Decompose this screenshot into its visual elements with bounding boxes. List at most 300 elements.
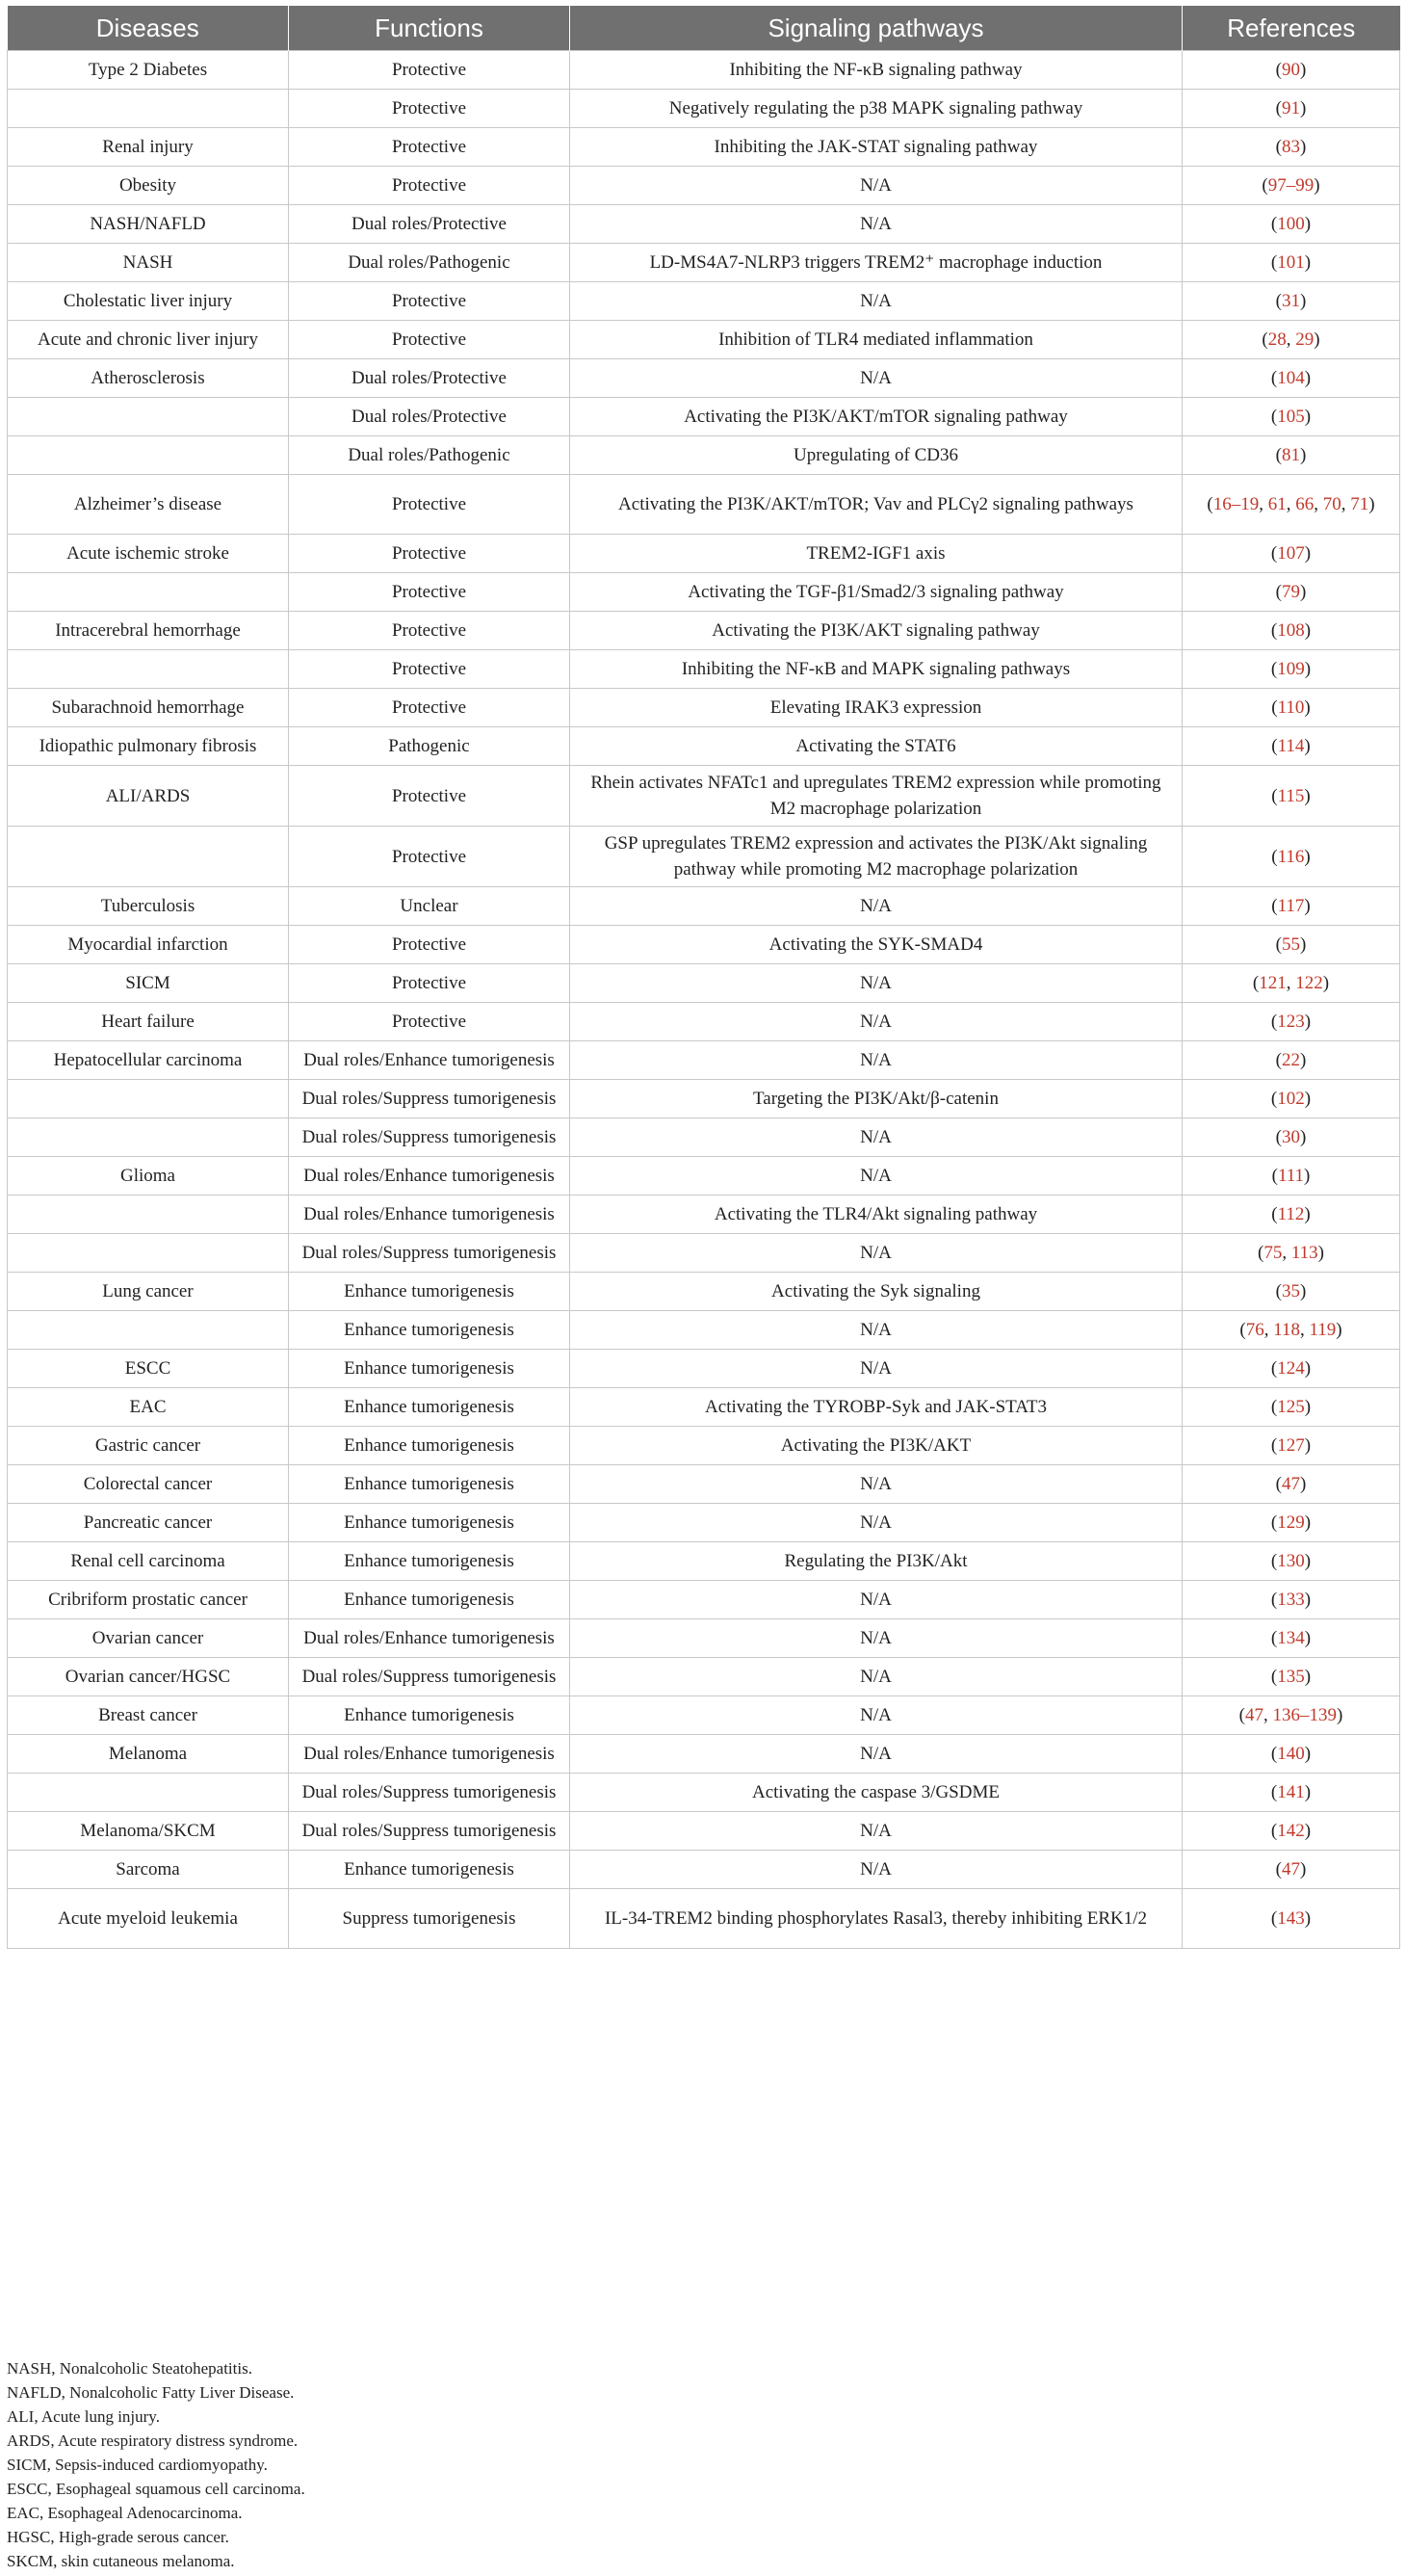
footnote-line: HGSC, High-grade serous cancer. <box>7 2528 229 2546</box>
cell-references: (135) <box>1183 1658 1400 1696</box>
table-row <box>8 1889 1400 1949</box>
table-row <box>8 244 1400 282</box>
cell-disease <box>8 436 289 475</box>
header-functions: Functions <box>289 6 570 51</box>
reference-link[interactable]: 101 <box>1277 252 1305 273</box>
cell-function: Dual roles/Pathogenic <box>289 244 570 282</box>
cell-references: (105) <box>1183 398 1400 436</box>
cell-pathway: N/A <box>570 282 1183 321</box>
cell-pathway: Upregulating of CD36 <box>570 436 1183 475</box>
reference-link[interactable]: 118 <box>1273 1320 1300 1340</box>
cell-disease: NASH <box>8 244 289 282</box>
table-row <box>8 1427 1400 1465</box>
cell-function: Enhance tumorigenesis <box>289 1465 570 1504</box>
reference-link[interactable]: 47 <box>1282 1474 1300 1494</box>
cell-pathway: Activating the TGF-β1/Smad2/3 signaling pathway <box>570 573 1183 612</box>
cell-references: (115) <box>1183 766 1400 827</box>
table-row <box>8 51 1400 90</box>
cell-function: Protective <box>289 90 570 128</box>
cell-references: (91) <box>1183 90 1400 128</box>
cell-disease: Melanoma <box>8 1735 289 1774</box>
reference-link[interactable]: 127 <box>1277 1435 1305 1456</box>
cell-function: Protective <box>289 167 570 205</box>
reference-link[interactable]: 55 <box>1282 934 1300 955</box>
cell-disease: Lung cancer <box>8 1273 289 1311</box>
cell-pathway: N/A <box>570 1118 1183 1157</box>
cell-references: (79) <box>1183 573 1400 612</box>
table-row <box>8 1542 1400 1581</box>
cell-pathway: N/A <box>570 1812 1183 1851</box>
table-row <box>8 1388 1400 1427</box>
table-row <box>8 926 1400 964</box>
table-row <box>8 1504 1400 1542</box>
reference-link[interactable]: 35 <box>1282 1281 1300 1301</box>
cell-function: Dual roles/Enhance tumorigenesis <box>289 1619 570 1658</box>
cell-pathway: N/A <box>570 1234 1183 1273</box>
reference-link[interactable]: 47 <box>1282 1859 1300 1879</box>
table-row <box>8 282 1400 321</box>
table-row <box>8 827 1400 887</box>
cell-pathway: N/A <box>570 1581 1183 1619</box>
cell-references: (100) <box>1183 205 1400 244</box>
cell-function: Enhance tumorigenesis <box>289 1542 570 1581</box>
reference-link[interactable]: 107 <box>1277 543 1305 564</box>
cell-pathway: Inhibiting the JAK-STAT signaling pathway <box>570 128 1183 167</box>
cell-function: Dual roles/Enhance tumorigenesis <box>289 1041 570 1080</box>
cell-references: (140) <box>1183 1735 1400 1774</box>
reference-link[interactable]: 124 <box>1277 1358 1305 1379</box>
cell-disease <box>8 1234 289 1273</box>
cell-function: Protective <box>289 650 570 689</box>
table-row <box>8 1273 1400 1311</box>
cell-pathway: N/A <box>570 964 1183 1003</box>
footnote-line: ALI, Acute lung injury. <box>7 2407 160 2426</box>
cell-disease: Idiopathic pulmonary fibrosis <box>8 727 289 766</box>
footnote-line: ARDS, Acute respiratory distress syndrome. <box>7 2431 299 2450</box>
table-row <box>8 436 1400 475</box>
table-row <box>8 1619 1400 1658</box>
cell-references: (55) <box>1183 926 1400 964</box>
reference-link[interactable]: 28 <box>1267 329 1287 350</box>
cell-disease: Heart failure <box>8 1003 289 1041</box>
reference-link[interactable]: 104 <box>1277 368 1305 388</box>
cell-disease <box>8 1196 289 1234</box>
reference-link[interactable]: 108 <box>1277 620 1305 641</box>
cell-function: Dual roles/Protective <box>289 398 570 436</box>
reference-link[interactable]: 125 <box>1277 1397 1305 1417</box>
cell-pathway: N/A <box>570 1735 1183 1774</box>
cell-disease: Cholestatic liver injury <box>8 282 289 321</box>
cell-disease <box>8 827 289 887</box>
cell-references: (127) <box>1183 1427 1400 1465</box>
cell-function: Protective <box>289 689 570 727</box>
cell-references: (142) <box>1183 1812 1400 1851</box>
footnote-line: NAFLD, Nonalcoholic Fatty Liver Disease. <box>7 2383 295 2402</box>
cell-references: (16–19, 61, 66, 70, 71) <box>1183 475 1400 535</box>
table-row <box>8 1696 1400 1735</box>
table-footnotes <box>7 2356 305 2573</box>
table-row <box>8 1234 1400 1273</box>
reference-link[interactable]: 91 <box>1282 98 1300 118</box>
reference-link[interactable]: 134 <box>1277 1628 1305 1648</box>
cell-disease <box>8 1774 289 1812</box>
cell-function: Dual roles/Protective <box>289 205 570 244</box>
cell-pathway: LD-MS4A7-NLRP3 triggers TREM2⁺ macrophage induction <box>570 244 1183 282</box>
cell-references: (130) <box>1183 1542 1400 1581</box>
cell-pathway: N/A <box>570 887 1183 926</box>
cell-disease: Pancreatic cancer <box>8 1504 289 1542</box>
reference-link[interactable]: 113 <box>1290 1243 1318 1263</box>
diseases-table <box>7 6 1400 1949</box>
cell-pathway: Activating the PI3K/AKT signaling pathway <box>570 612 1183 650</box>
footnote-line: SKCM, skin cutaneous melanoma. <box>7 2552 235 2570</box>
cell-function: Pathogenic <box>289 727 570 766</box>
table-row <box>8 90 1400 128</box>
reference-link[interactable]: 143 <box>1277 1908 1305 1929</box>
cell-references: (141) <box>1183 1774 1400 1812</box>
table-row <box>8 766 1400 827</box>
table-row <box>8 1735 1400 1774</box>
table-row <box>8 398 1400 436</box>
table-row <box>8 1774 1400 1812</box>
cell-disease: Acute myeloid leukemia <box>8 1889 289 1949</box>
cell-function: Unclear <box>289 887 570 926</box>
cell-references: (28, 29) <box>1183 321 1400 359</box>
cell-function: Dual roles/Suppress tumorigenesis <box>289 1658 570 1696</box>
cell-function: Protective <box>289 321 570 359</box>
cell-disease: ALI/ARDS <box>8 766 289 827</box>
cell-references: (116) <box>1183 827 1400 887</box>
reference-link[interactable]: 81 <box>1282 445 1300 465</box>
cell-function: Dual roles/Suppress tumorigenesis <box>289 1234 570 1273</box>
cell-function: Protective <box>289 964 570 1003</box>
table-row <box>8 1311 1400 1350</box>
cell-function: Protective <box>289 51 570 90</box>
cell-disease: Cribriform prostatic cancer <box>8 1581 289 1619</box>
reference-link[interactable]: 117 <box>1277 896 1305 916</box>
reference-link[interactable]: 121 <box>1259 973 1287 993</box>
cell-pathway: Activating the STAT6 <box>570 727 1183 766</box>
cell-pathway: N/A <box>570 1157 1183 1196</box>
reference-link[interactable]: 83 <box>1282 137 1300 157</box>
reference-link[interactable]: 111 <box>1277 1166 1305 1186</box>
cell-disease: Hepatocellular carcinoma <box>8 1041 289 1080</box>
cell-disease: Subarachnoid hemorrhage <box>8 689 289 727</box>
cell-function: Dual roles/Suppress tumorigenesis <box>289 1774 570 1812</box>
table-row <box>8 205 1400 244</box>
cell-disease: EAC <box>8 1388 289 1427</box>
reference-link[interactable]: 29 <box>1295 329 1315 350</box>
table-row <box>8 1003 1400 1041</box>
cell-pathway: N/A <box>570 359 1183 398</box>
cell-disease: Obesity <box>8 167 289 205</box>
footnote-line: EAC, Esophageal Adenocarcinoma. <box>7 2504 243 2522</box>
reference-link[interactable]: 66 <box>1295 494 1315 514</box>
cell-pathway: Negatively regulating the p38 MAPK signaling pathway <box>570 90 1183 128</box>
cell-pathway: N/A <box>570 1504 1183 1542</box>
cell-references: (107) <box>1183 535 1400 573</box>
cell-function: Protective <box>289 926 570 964</box>
cell-disease <box>8 573 289 612</box>
cell-function: Protective <box>289 282 570 321</box>
table-container <box>7 6 1399 1949</box>
table-row <box>8 475 1400 535</box>
cell-disease: Renal injury <box>8 128 289 167</box>
cell-disease: Melanoma/SKCM <box>8 1812 289 1851</box>
cell-disease <box>8 1080 289 1118</box>
header-signaling-pathways: Signaling pathways <box>570 6 1183 51</box>
cell-function: Dual roles/Suppress tumorigenesis <box>289 1812 570 1851</box>
reference-link[interactable]: 141 <box>1277 1782 1305 1802</box>
cell-pathway: N/A <box>570 1619 1183 1658</box>
reference-link[interactable]: 130 <box>1277 1551 1305 1571</box>
cell-disease: Ovarian cancer <box>8 1619 289 1658</box>
cell-pathway: N/A <box>570 1350 1183 1388</box>
cell-references: (47) <box>1183 1465 1400 1504</box>
reference-link[interactable]: 109 <box>1277 659 1305 679</box>
reference-link[interactable]: 61 <box>1267 494 1287 514</box>
reference-link[interactable]: 133 <box>1277 1590 1305 1610</box>
cell-references: (31) <box>1183 282 1400 321</box>
reference-link[interactable]: 123 <box>1277 1012 1305 1032</box>
cell-disease: Gastric cancer <box>8 1427 289 1465</box>
reference-link[interactable]: 90 <box>1282 60 1300 80</box>
cell-disease <box>8 398 289 436</box>
cell-references: (81) <box>1183 436 1400 475</box>
table-row <box>8 1196 1400 1234</box>
reference-link[interactable]: 102 <box>1277 1089 1305 1109</box>
cell-pathway: Targeting the PI3K/Akt/β-catenin <box>570 1080 1183 1118</box>
cell-function: Dual roles/Enhance tumorigenesis <box>289 1157 570 1196</box>
reference-link[interactable]: 135 <box>1277 1667 1305 1687</box>
reference-link[interactable]: 140 <box>1277 1744 1305 1764</box>
cell-disease <box>8 650 289 689</box>
cell-disease: Colorectal cancer <box>8 1465 289 1504</box>
cell-pathway: Activating the PI3K/AKT <box>570 1427 1183 1465</box>
cell-function: Protective <box>289 573 570 612</box>
cell-function: Enhance tumorigenesis <box>289 1350 570 1388</box>
reference-link[interactable]: 114 <box>1277 736 1305 756</box>
cell-references: (117) <box>1183 887 1400 926</box>
cell-references: (83) <box>1183 128 1400 167</box>
cell-pathway: N/A <box>570 205 1183 244</box>
reference-link[interactable]: 76 <box>1245 1320 1264 1340</box>
reference-link[interactable]: 116 <box>1277 846 1305 867</box>
header-references: References <box>1183 6 1400 51</box>
table-row <box>8 887 1400 926</box>
cell-function: Dual roles/Enhance tumorigenesis <box>289 1196 570 1234</box>
cell-function: Protective <box>289 827 570 887</box>
cell-pathway: N/A <box>570 1041 1183 1080</box>
cell-disease: Type 2 Diabetes <box>8 51 289 90</box>
cell-references: (97–99) <box>1183 167 1400 205</box>
cell-function: Dual roles/Enhance tumorigenesis <box>289 1735 570 1774</box>
cell-pathway: Activating the Syk signaling <box>570 1273 1183 1311</box>
cell-pathway: TREM2-IGF1 axis <box>570 535 1183 573</box>
cell-pathway: Activating the caspase 3/GSDME <box>570 1774 1183 1812</box>
cell-references: (110) <box>1183 689 1400 727</box>
cell-disease: ESCC <box>8 1350 289 1388</box>
reference-link[interactable]: 129 <box>1277 1512 1305 1533</box>
cell-references: (134) <box>1183 1619 1400 1658</box>
cell-pathway: Activating the TYROBP-Syk and JAK-STAT3 <box>570 1388 1183 1427</box>
table-row <box>8 727 1400 766</box>
cell-disease: NASH/NAFLD <box>8 205 289 244</box>
cell-disease: Sarcoma <box>8 1851 289 1889</box>
table-row <box>8 573 1400 612</box>
table-row <box>8 1041 1400 1080</box>
reference-link[interactable]: 105 <box>1277 407 1305 427</box>
table-row <box>8 321 1400 359</box>
cell-pathway: Activating the PI3K/AKT/mTOR; Vav and PLCγ2 signaling pathways <box>570 475 1183 535</box>
reference-link[interactable]: 70 <box>1322 494 1341 514</box>
cell-function: Enhance tumorigenesis <box>289 1388 570 1427</box>
table-row <box>8 1350 1400 1388</box>
cell-disease: Alzheimer’s disease <box>8 475 289 535</box>
reference-link[interactable]: 30 <box>1282 1127 1300 1147</box>
cell-function: Suppress tumorigenesis <box>289 1889 570 1949</box>
cell-references: (75, 113) <box>1183 1234 1400 1273</box>
cell-references: (47) <box>1183 1851 1400 1889</box>
cell-references: (143) <box>1183 1889 1400 1949</box>
cell-pathway: N/A <box>570 1658 1183 1696</box>
reference-link[interactable]: 115 <box>1277 785 1305 806</box>
cell-references: (112) <box>1183 1196 1400 1234</box>
cell-references: (129) <box>1183 1504 1400 1542</box>
header-diseases: Diseases <box>8 6 289 51</box>
cell-references: (102) <box>1183 1080 1400 1118</box>
reference-link[interactable]: 22 <box>1282 1050 1300 1070</box>
reference-link[interactable]: 71 <box>1350 494 1369 514</box>
cell-function: Enhance tumorigenesis <box>289 1273 570 1311</box>
footnote-line: ESCC, Esophageal squamous cell carcinoma. <box>7 2480 305 2498</box>
cell-pathway: Activating the PI3K/AKT/mTOR signaling pathway <box>570 398 1183 436</box>
cell-disease: Glioma <box>8 1157 289 1196</box>
table-row <box>8 128 1400 167</box>
cell-function: Protective <box>289 475 570 535</box>
cell-pathway: N/A <box>570 1696 1183 1735</box>
cell-pathway: Activating the TLR4/Akt signaling pathway <box>570 1196 1183 1234</box>
cell-disease: Myocardial infarction <box>8 926 289 964</box>
reference-link[interactable]: 16–19 <box>1212 494 1260 514</box>
cell-function: Protective <box>289 612 570 650</box>
cell-disease <box>8 1118 289 1157</box>
reference-link[interactable]: 119 <box>1309 1320 1337 1340</box>
cell-pathway: Elevating IRAK3 expression <box>570 689 1183 727</box>
reference-link[interactable]: 97–99 <box>1267 175 1315 196</box>
cell-disease: Tuberculosis <box>8 887 289 926</box>
table-row <box>8 535 1400 573</box>
cell-references: (30) <box>1183 1118 1400 1157</box>
footnote-line: SICM, Sepsis-induced cardiomyopathy. <box>7 2456 268 2474</box>
cell-function: Protective <box>289 1003 570 1041</box>
cell-function: Dual roles/Protective <box>289 359 570 398</box>
cell-function: Enhance tumorigenesis <box>289 1581 570 1619</box>
cell-function: Protective <box>289 766 570 827</box>
reference-link[interactable]: 136–139 <box>1272 1705 1337 1725</box>
cell-disease <box>8 90 289 128</box>
table-row <box>8 1658 1400 1696</box>
cell-pathway: Inhibiting the NF-κB signaling pathway <box>570 51 1183 90</box>
cell-references: (47, 136–139) <box>1183 1696 1400 1735</box>
reference-link[interactable]: 142 <box>1277 1821 1305 1841</box>
reference-link[interactable]: 122 <box>1295 973 1323 993</box>
cell-function: Enhance tumorigenesis <box>289 1427 570 1465</box>
cell-references: (35) <box>1183 1273 1400 1311</box>
cell-references: (121, 122) <box>1183 964 1400 1003</box>
cell-references: (123) <box>1183 1003 1400 1041</box>
table-row <box>8 612 1400 650</box>
table-row <box>8 1080 1400 1118</box>
cell-disease: Intracerebral hemorrhage <box>8 612 289 650</box>
cell-references: (111) <box>1183 1157 1400 1196</box>
cell-pathway: Regulating the PI3K/Akt <box>570 1542 1183 1581</box>
cell-function: Dual roles/Pathogenic <box>289 436 570 475</box>
cell-references: (104) <box>1183 359 1400 398</box>
cell-references: (114) <box>1183 727 1400 766</box>
cell-disease: Breast cancer <box>8 1696 289 1735</box>
table-row <box>8 1851 1400 1889</box>
table-row <box>8 1157 1400 1196</box>
reference-link[interactable]: 100 <box>1277 214 1305 234</box>
table-row <box>8 1118 1400 1157</box>
cell-references: (90) <box>1183 51 1400 90</box>
cell-function: Enhance tumorigenesis <box>289 1311 570 1350</box>
cell-disease <box>8 1311 289 1350</box>
table-row <box>8 359 1400 398</box>
reference-link[interactable]: 79 <box>1282 582 1300 602</box>
reference-link[interactable]: 112 <box>1277 1204 1305 1224</box>
reference-link[interactable]: 47 <box>1245 1705 1263 1725</box>
reference-link[interactable]: 110 <box>1277 697 1305 718</box>
cell-references: (108) <box>1183 612 1400 650</box>
reference-link[interactable]: 75 <box>1263 1243 1283 1263</box>
cell-references: (101) <box>1183 244 1400 282</box>
table-row <box>8 1581 1400 1619</box>
table-row <box>8 1465 1400 1504</box>
cell-function: Enhance tumorigenesis <box>289 1504 570 1542</box>
table-row <box>8 1812 1400 1851</box>
cell-function: Protective <box>289 535 570 573</box>
reference-link[interactable]: 31 <box>1282 291 1300 311</box>
table-row <box>8 689 1400 727</box>
cell-disease: Acute ischemic stroke <box>8 535 289 573</box>
cell-references: (133) <box>1183 1581 1400 1619</box>
table-row <box>8 964 1400 1003</box>
table-row <box>8 650 1400 689</box>
cell-references: (22) <box>1183 1041 1400 1080</box>
cell-pathway: N/A <box>570 1311 1183 1350</box>
cell-references: (109) <box>1183 650 1400 689</box>
cell-disease: Atherosclerosis <box>8 359 289 398</box>
cell-function: Protective <box>289 128 570 167</box>
cell-pathway: Rhein activates NFATc1 and upregulates TREM2 expression while promoting M2 macrophage polarization <box>570 766 1183 827</box>
cell-references: (124) <box>1183 1350 1400 1388</box>
cell-pathway: N/A <box>570 1851 1183 1889</box>
table-header <box>8 6 1400 51</box>
cell-function: Enhance tumorigenesis <box>289 1696 570 1735</box>
cell-disease: Acute and chronic liver injury <box>8 321 289 359</box>
cell-pathway: IL-34-TREM2 binding phosphorylates Rasal3, thereby inhibiting ERK1/2 <box>570 1889 1183 1949</box>
cell-pathway: GSP upregulates TREM2 expression and activates the PI3K/Akt signaling pathway while promoting M2 macrophage polarization <box>570 827 1183 887</box>
cell-function: Enhance tumorigenesis <box>289 1851 570 1889</box>
cell-disease: Renal cell carcinoma <box>8 1542 289 1581</box>
cell-pathway: N/A <box>570 167 1183 205</box>
cell-references: (125) <box>1183 1388 1400 1427</box>
cell-disease: SICM <box>8 964 289 1003</box>
table-body <box>8 51 1400 1949</box>
cell-pathway: N/A <box>570 1003 1183 1041</box>
